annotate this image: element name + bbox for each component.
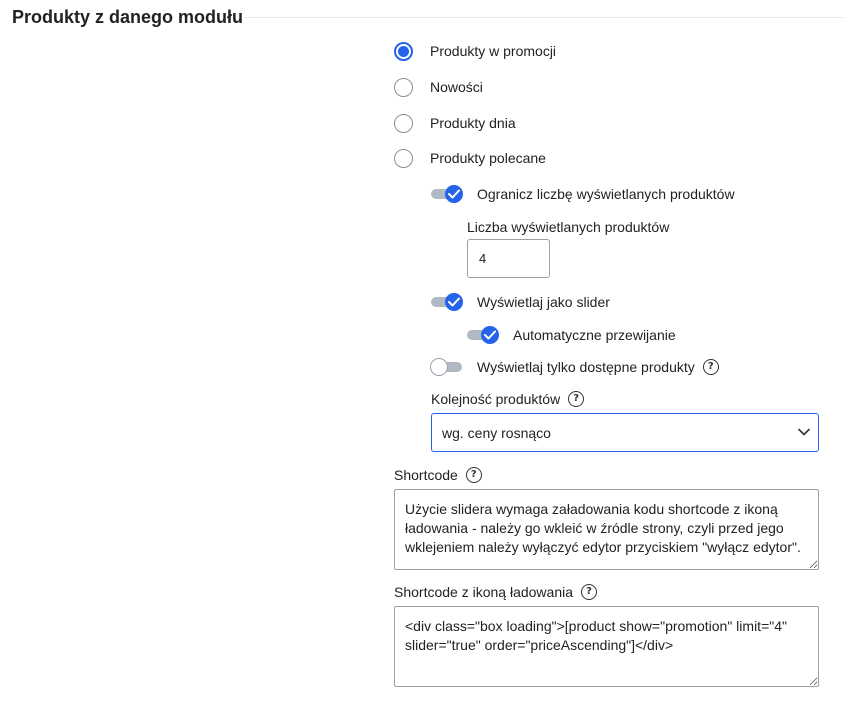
order-label-wrap [431, 391, 584, 408]
radio-button[interactable] [394, 149, 413, 168]
limit-toggle-row [431, 184, 831, 206]
order-select[interactable] [431, 413, 819, 452]
shortcode-textarea[interactable] [394, 489, 819, 570]
radio-option-recommended[interactable] [394, 148, 814, 172]
radio-option-daily[interactable] [394, 113, 814, 137]
help-icon[interactable]: ? [703, 359, 719, 375]
slider-toggle-row [431, 292, 831, 314]
autoscroll-toggle-label: Automatyczne przewijanie [513, 327, 676, 343]
radio-button[interactable] [394, 114, 413, 133]
radio-label: Produkty dnia [430, 115, 516, 131]
radio-label: Produkty w promocji [430, 43, 557, 59]
radio-button[interactable] [394, 42, 413, 61]
available-only-label: Wyświetlaj tylko dostępne produkty [477, 359, 695, 375]
help-icon[interactable]: ? [581, 584, 597, 600]
radio-option-new[interactable] [394, 77, 814, 101]
slider-toggle-label: Wyświetlaj jako slider [477, 294, 610, 310]
radio-button[interactable] [394, 78, 413, 97]
available-only-label-wrap [477, 359, 719, 376]
slider-toggle[interactable] [431, 293, 463, 311]
shortcode-loading-label-wrap [394, 584, 597, 601]
help-icon[interactable]: ? [466, 467, 482, 483]
autoscroll-toggle-row [467, 325, 843, 347]
shortcode-loading-textarea[interactable] [394, 606, 819, 687]
toggle-knob [481, 326, 499, 344]
check-icon [448, 297, 460, 307]
chevron-down-icon [798, 428, 810, 436]
limit-toggle-label: Ogranicz liczbę wyświetlanych produktów [477, 186, 735, 202]
section-divider [245, 17, 843, 18]
limit-toggle[interactable] [431, 185, 463, 203]
order-label: Kolejność produktów [431, 391, 561, 407]
available-only-toggle[interactable] [431, 358, 463, 376]
help-icon[interactable]: ? [568, 391, 584, 407]
toggle-knob [445, 185, 463, 203]
order-select-value: wg. ceny rosnąco [442, 425, 551, 441]
available-only-toggle-row [431, 357, 831, 379]
limit-count-label: Liczba wyświetlanych produktów [467, 219, 670, 235]
radio-label: Produkty polecane [430, 150, 546, 166]
section-header [12, 6, 843, 32]
section-title: Produkty z danego modułu [12, 7, 244, 27]
shortcode-label: Shortcode [394, 467, 458, 483]
shortcode-label-wrap [394, 467, 482, 484]
toggle-knob [430, 358, 448, 376]
check-icon [484, 330, 496, 340]
radio-label: Nowości [430, 79, 483, 95]
radio-option-promotions[interactable] [394, 41, 814, 65]
check-icon [448, 189, 460, 199]
autoscroll-toggle[interactable] [467, 326, 499, 344]
shortcode-loading-label: Shortcode z ikoną ładowania [394, 584, 574, 600]
limit-count-input[interactable] [467, 239, 550, 278]
toggle-knob [445, 293, 463, 311]
